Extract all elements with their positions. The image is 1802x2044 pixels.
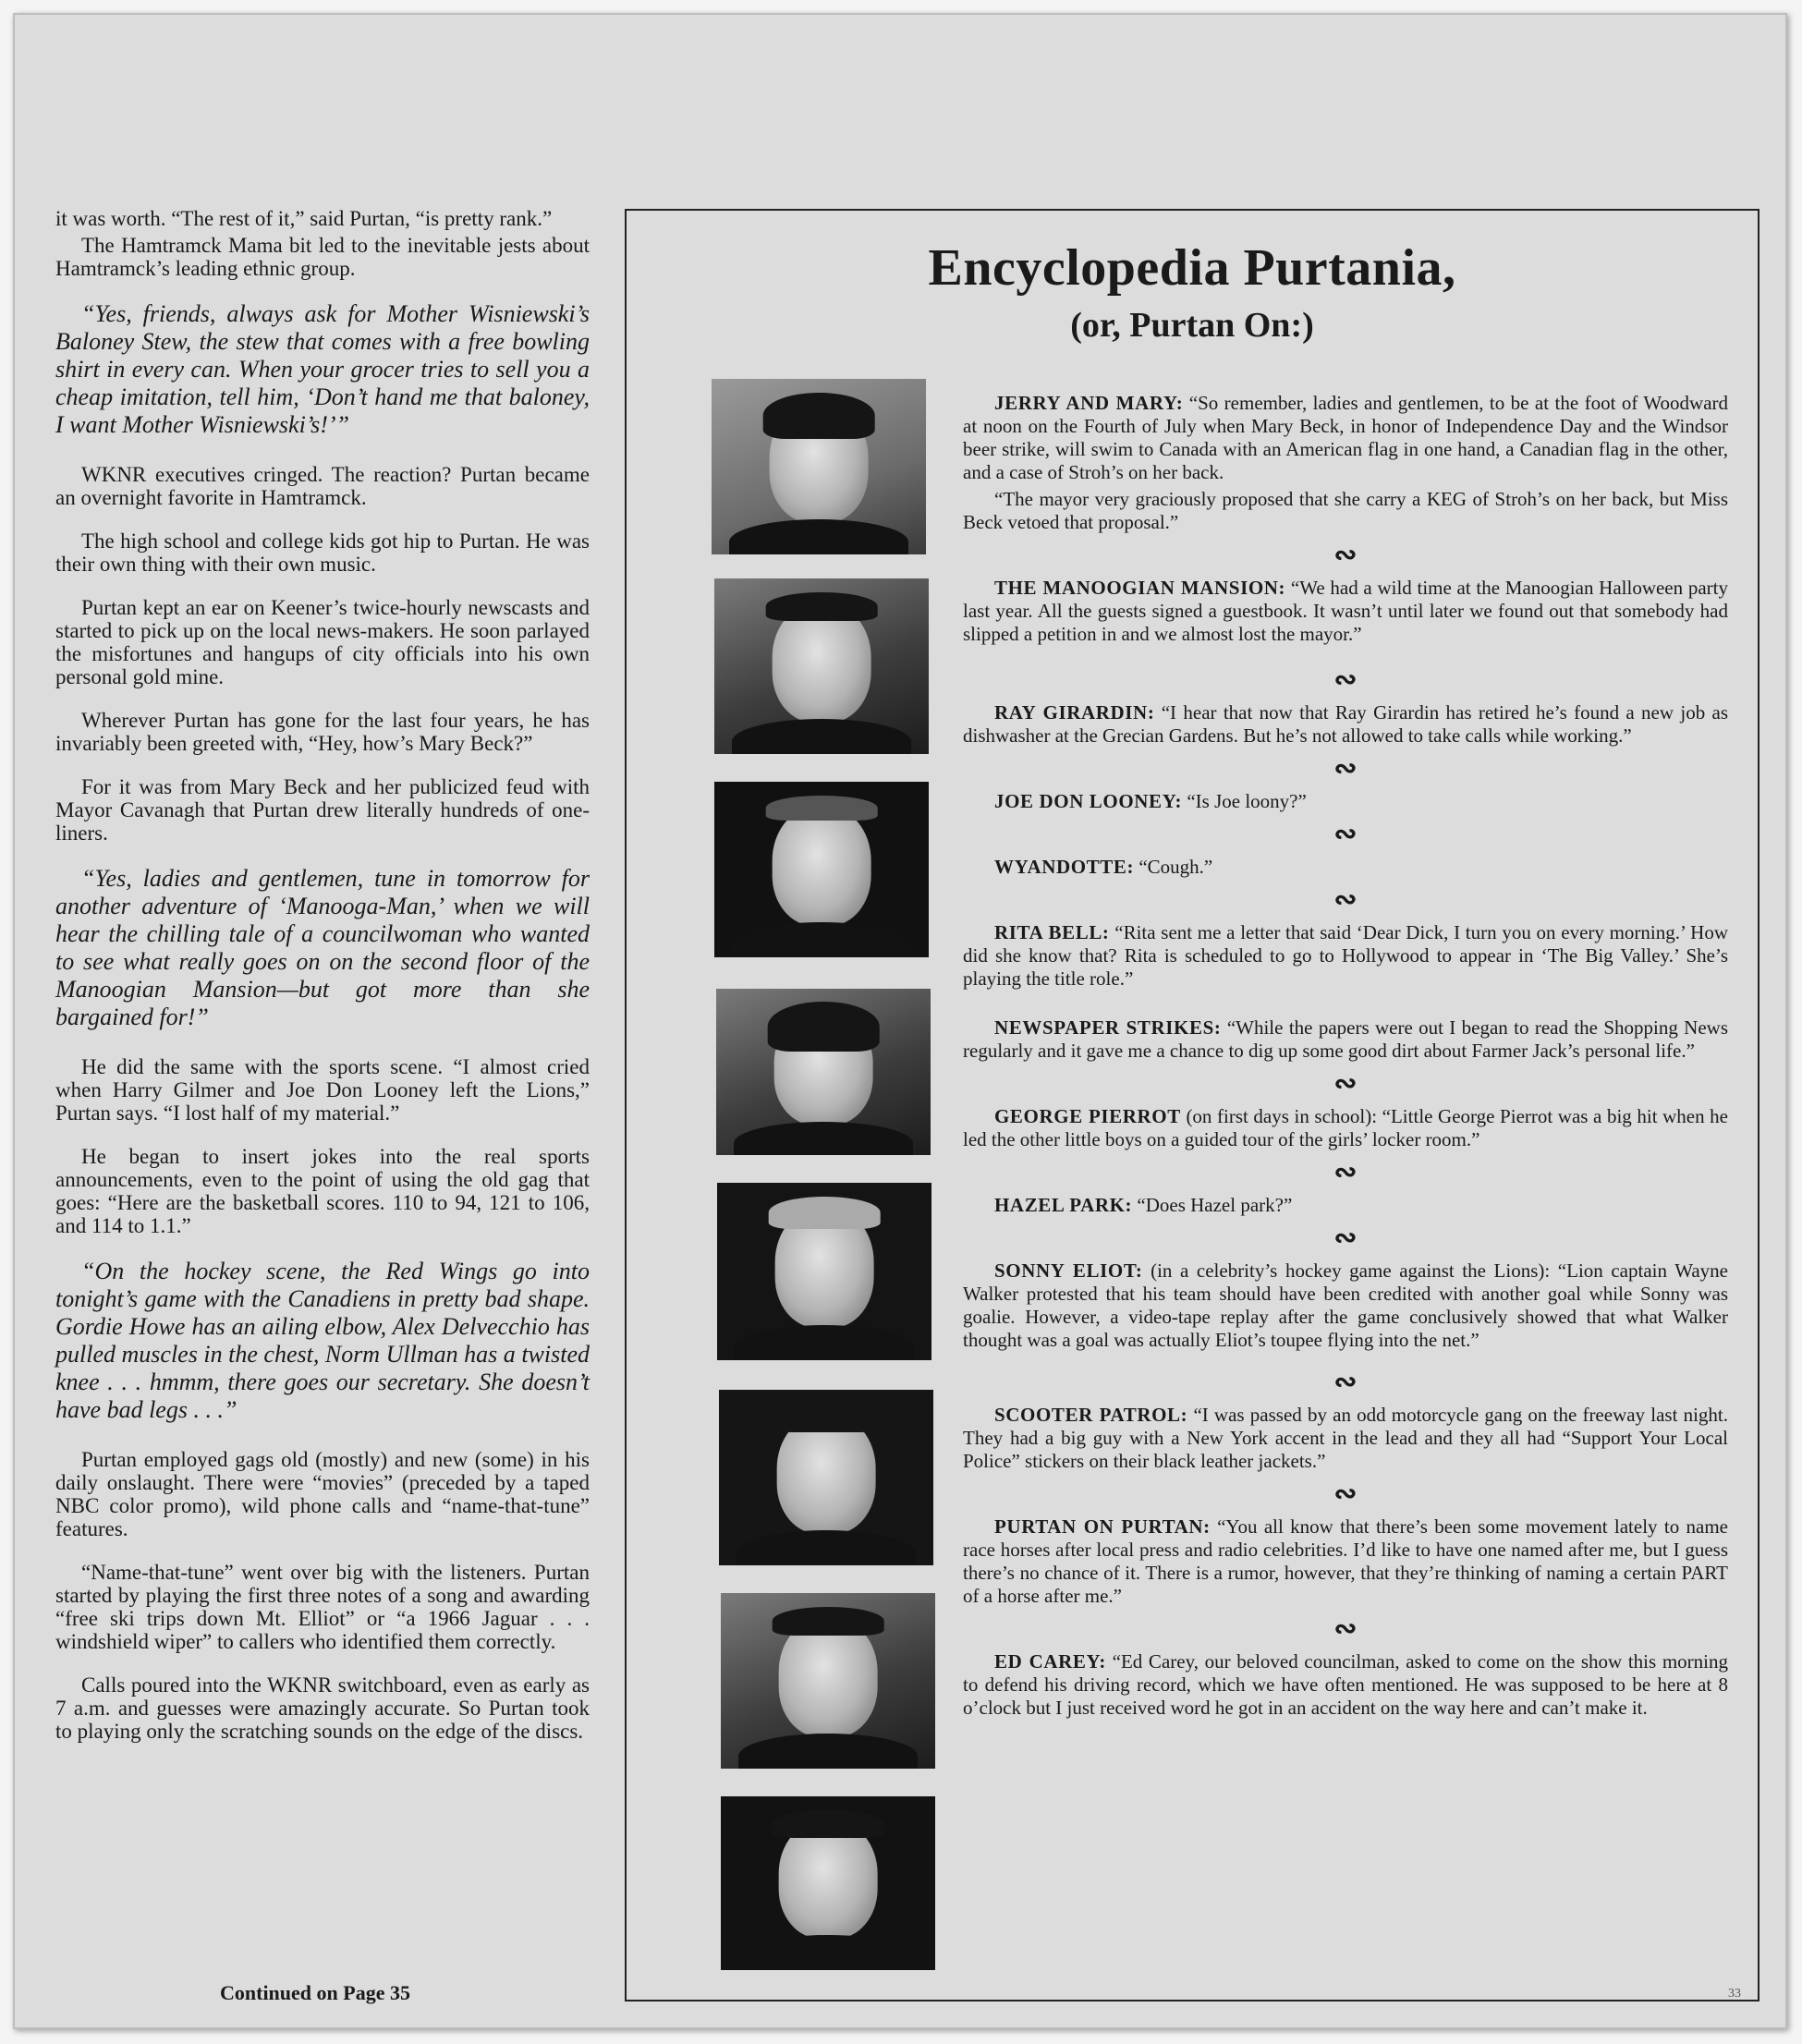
separator-ornament: ∾ — [1333, 1068, 1358, 1099]
hair-shape — [771, 1404, 883, 1431]
entry-text: “I hear that now that Ray Girardin has retired he’s found a new job as dishwasher at the Grecian Gardens. But he’s not allowed to take calls while working.” — [963, 701, 1729, 747]
hair-shape — [768, 1002, 880, 1052]
entry-manoogian-mansion — [963, 577, 1728, 646]
face-shape — [773, 807, 871, 926]
entry-heading: JERRY AND MARY: — [994, 392, 1184, 414]
entry-rita-bell — [963, 921, 1728, 991]
hair-shape — [763, 393, 875, 438]
portrait-photo — [716, 989, 931, 1155]
sidebar-title: Encyclopedia Purtania, — [928, 239, 1456, 297]
entry-text: “While the papers were out I began to read the Shopping News regularly and it gave me a chance to dig up some good dirt about Farmer Jack’s personal life.” — [963, 1016, 1729, 1062]
face-shape — [773, 603, 871, 723]
hair-shape — [773, 1810, 884, 1838]
entry-heading: GEORGE PIERROT — [994, 1105, 1181, 1127]
article-paragraph: Wherever Purtan has gone for the last four years, he has invariably been greeted with, “Hey, how’s Mary Beck?” — [55, 709, 590, 755]
entry-text: “Cough.” — [1134, 856, 1213, 878]
hair-shape — [769, 1197, 881, 1229]
face-shape — [779, 1618, 878, 1737]
article-paragraph: He began to insert jokes into the real sports announcements, even to the point of using the old gag that goes: “Here are the basketball scores. 110 to 94, 121 to 106, and 114 to 1.1.” — [55, 1145, 590, 1237]
separator-ornament: ∾ — [1333, 1223, 1358, 1253]
entry-heading: RAY GIRARDIN: — [994, 701, 1155, 724]
portrait-photo — [717, 1183, 931, 1360]
face-shape — [779, 1820, 878, 1939]
sidebar-subtitle: (or, Purtan On:) — [1070, 306, 1314, 345]
separator-ornament: ∾ — [1333, 819, 1358, 849]
hair-shape — [766, 796, 878, 821]
entry-text: (on first days in school): “Little George Pierrot was a big hit when he led the other little boys on a guided tour of the girls’ locker room.” — [963, 1105, 1729, 1150]
shoulders-shape — [738, 1734, 919, 1769]
article-paragraph: For it was from Mary Beck and her publicized feud with Mayor Cavanagh that Purtan drew literally hundreds of one-liners. — [55, 775, 590, 845]
shoulders-shape — [732, 719, 912, 754]
article-column — [55, 207, 590, 1763]
face-shape — [777, 1415, 876, 1534]
entry-purtan-on-purtan — [963, 1515, 1728, 1608]
portrait-photo — [721, 1796, 935, 1970]
magazine-page — [13, 13, 1787, 2029]
entry-george-pierrot — [963, 1105, 1728, 1151]
entry-text: “Is Joe loony?” — [1182, 790, 1307, 812]
entry-heading: SCOOTER PATROL: — [994, 1404, 1188, 1426]
article-paragraph: He did the same with the sports scene. “I almost cried when Harry Gilmer and Joe Don Looney left the Lions,” Purtan says. “I lost half of my material.” — [55, 1055, 590, 1125]
portrait-photo — [721, 1593, 935, 1769]
entry-heading: SONNY ELIOT: — [994, 1259, 1143, 1282]
shoulders-shape — [735, 1325, 915, 1360]
article-paragraph: Calls poured into the WKNR switchboard, even as early as 7 a.m. and guesses were amazingly accurate. So Purtan took to playing only the scratching sounds on the edge of the discs. — [55, 1673, 590, 1743]
entry-joe-don-looney — [963, 790, 1728, 813]
article-paragraph: “Name-that-tune” went over big with the listeners. Purtan started by playing the first three notes of a song and awarding “free ski trips down Mt. Elliot” or “a 1966 Jaguar . . . windshield wiper” to callers who identified them correctly. — [55, 1561, 590, 1653]
entries-list — [963, 392, 1728, 1720]
article-paragraph: The high school and college kids got hip to Purtan. He was their own thing with their own music. — [55, 529, 590, 576]
separator-ornament: ∾ — [1333, 1367, 1358, 1397]
separator-ornament: ∾ — [1333, 1157, 1358, 1187]
article-quote: “On the hockey scene, the Red Wings go into tonight’s game with the Canadiens in pretty bad shape. Gordie Howe has an ailing elbow, Alex Delvecchio has pulled muscles in the chest, Norm Ullman has a twisted knee . . . hmmm, there goes our secretary. She doesn’t have bad legs . . .” — [55, 1258, 590, 1423]
entry-newspaper-strikes — [963, 1016, 1728, 1063]
article-paragraph: Purtan employed gags old (mostly) and new (some) in his daily onslaught. There were “movies” (preceded by a taped NBC color promo), wild phone calls and “name-that-tune” features. — [55, 1448, 590, 1540]
entry-scooter-patrol — [963, 1404, 1728, 1473]
article-paragraph: Purtan kept an ear on Keener’s twice-hourly newscasts and started to pick up on the local news-makers. He soon parlayed the misfortunes and hangups of city officials into his own personal gold mine. — [55, 596, 590, 688]
portrait-photo — [719, 1390, 933, 1565]
entry-text: “I was passed by an odd motorcycle gang on the freeway last night. They had a big guy with a New York accent in the lead and they all had “Support Your Local Police” stickers on their black leather jackets.” — [963, 1404, 1728, 1472]
entry-heading: ED CAREY: — [994, 1650, 1106, 1673]
entry-text: “Rita sent me a letter that said ‘Dear Dick, I turn you on every morning.’ How did she know that? Rita is scheduled to go to Hollywood to appear in ‘The Big Valley.’ She’s playing the title role.” — [963, 921, 1728, 990]
entry-heading: JOE DON LOONEY: — [994, 790, 1183, 812]
article-quote: “Yes, friends, always ask for Mother Wisniewski’s Baloney Stew, the stew that comes with a free bowling shirt in every can. When your grocer tries to sell you a cheap imitation, tell him, ‘Don’t hand me that baloney, I want Mother Wisniewski’s!’” — [55, 300, 590, 438]
shoulders-shape — [729, 519, 909, 554]
entry-heading: PURTAN ON PURTAN: — [994, 1515, 1211, 1538]
separator-ornament: ∾ — [1333, 884, 1358, 915]
shoulders-shape — [737, 1530, 917, 1565]
shoulders-shape — [732, 922, 912, 957]
portrait-photo — [714, 782, 929, 957]
portrait-photo — [712, 379, 926, 554]
article-paragraph: it was worth. “The rest of it,” said Purtan, “is pretty rank.” — [55, 207, 553, 230]
entry-heading: NEWSPAPER STRIKES: — [994, 1016, 1222, 1039]
continued-line: Continued on Page 35 — [220, 1981, 410, 2004]
entry-heading: THE MANOOGIAN MANSION: — [994, 577, 1286, 599]
entry-hazel-park — [963, 1194, 1728, 1217]
page-number: 33 — [1728, 1987, 1741, 2001]
sidebar-box — [625, 209, 1759, 2001]
separator-ornament: ∾ — [1333, 1478, 1358, 1509]
entry-text: “The mayor very graciously proposed that she carry a KEG of Stroh’s on her back, but Miss Beck vetoed that proposal.” — [963, 488, 1728, 533]
article-quote: “Yes, ladies and gentlemen, tune in tomorrow for another adventure of ‘Manooga-Man,’ when we will hear the chilling tale of a councilwoman who wanted to see what really goes on on the second floor of the Manoogian Mansion—but got more than she bargained for!” — [55, 865, 590, 1030]
entry-ed-carey — [963, 1650, 1728, 1720]
entry-jerry-and-mary — [963, 392, 1728, 534]
hair-shape — [773, 1607, 884, 1635]
separator-ornament: ∾ — [1333, 753, 1358, 784]
entry-heading: RITA BELL: — [994, 921, 1110, 943]
entry-sonny-eliot — [963, 1259, 1728, 1352]
entry-text: “Does Hazel park?” — [1132, 1194, 1293, 1216]
entry-ray-girardin — [963, 701, 1728, 748]
entry-heading: WYANDOTTE: — [994, 856, 1135, 878]
separator-ornament: ∾ — [1333, 540, 1358, 570]
separator-ornament: ∾ — [1333, 1613, 1358, 1644]
entry-wyandotte — [963, 856, 1728, 879]
entry-text: “So remember, ladies and gentlemen, to be at the foot of Woodward at noon on the Fourth of July when Mary Beck, in honor of Independence Day and the Windsor beer strike, will swim to Canada with an American flag in one hand, a Canadian flag in the other, and a case of Stroh’s on her back. — [963, 392, 1729, 483]
entry-text: “Ed Carey, our beloved councilman, asked to come on the show this morning to defend his driving record, which we have often mentioned. He was supposed to be here at 8 o’clock but I just received word he got in an accident on the way here and can’t make it. — [963, 1650, 1728, 1719]
separator-ornament: ∾ — [1333, 664, 1358, 695]
entry-text: “We had a wild time at the Manoogian Halloween party last year. All the guests signed a guestbook. It wasn’t until later we found out that somebody had slipped a petition in and we almost lost the mayor.” — [963, 577, 1728, 645]
shoulders-shape — [738, 1935, 919, 1970]
hair-shape — [766, 592, 878, 620]
separator-spacer — [963, 994, 1728, 1013]
article-paragraph: The Hamtramck Mama bit led to the inevitable jests about Hamtramck’s leading ethnic group. — [55, 234, 590, 280]
portrait-photo — [714, 578, 929, 754]
entry-text: “You all know that there’s been some movement lately to name race horses after local press and radio celebrities. I’d like to have one named after me, but I guess there’s no chance of it. There is a rumor, however, that they’re thinking of naming a certain PART of a horse after me.” — [963, 1515, 1729, 1607]
shoulders-shape — [734, 1122, 914, 1155]
entry-heading: HAZEL PARK: — [994, 1194, 1133, 1216]
article-paragraph: WKNR executives cringed. The reaction? Purtan became an overnight favorite in Hamtramck. — [55, 463, 590, 509]
entry-text: (in a celebrity’s hockey game against the Lions): “Lion captain Wayne Walker protested that his team should have been credited with another goal while Sonny was goalie. However, a video-tape replay after the game conclusively showed that what Walker thought was a goal was actually Eliot’s toupee flying into the net.” — [963, 1259, 1728, 1351]
